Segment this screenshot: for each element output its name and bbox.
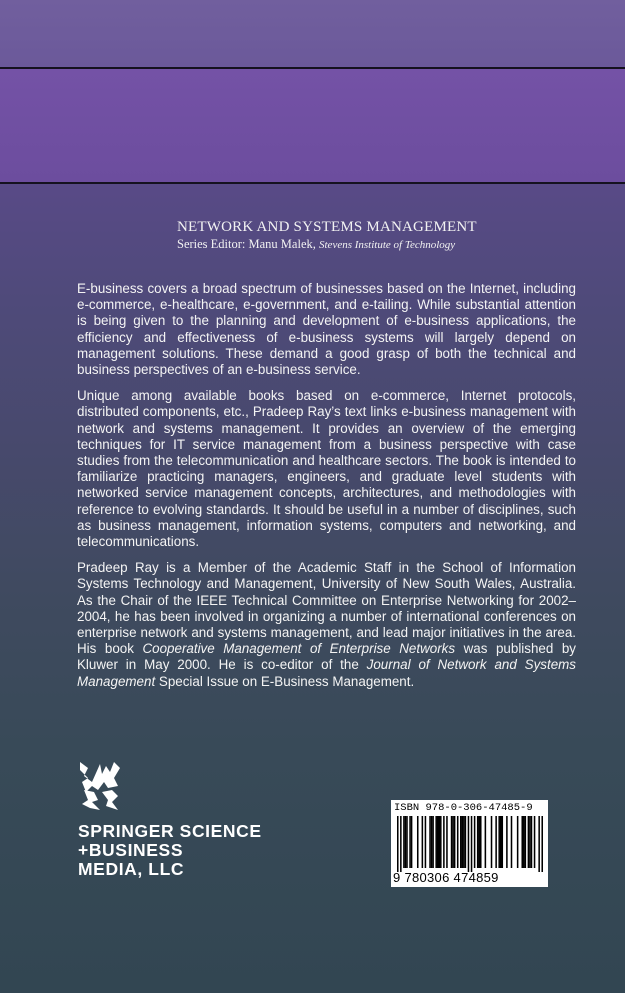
- top-color-band: [0, 0, 625, 67]
- barcode-bar: [502, 816, 504, 868]
- barcode-bar: [431, 816, 433, 868]
- paragraph-author-bio: [77, 560, 576, 690]
- barcode-bar: [417, 816, 419, 868]
- barcode-bar: [523, 816, 525, 868]
- publisher-line-2: +BUSINESS: [78, 840, 184, 860]
- barcode-bar: [405, 816, 407, 868]
- series-title: NETWORK AND SYSTEMS MANAGEMENT: [177, 219, 477, 235]
- barcode-bar: [495, 816, 497, 868]
- barcode-bar: [468, 816, 470, 872]
- barcode-bar: [409, 816, 411, 868]
- barcode-bar: [403, 816, 405, 868]
- series-editor: [177, 236, 617, 253]
- author-bio-part-3: Special Issue on E-Business Management.: [155, 673, 415, 689]
- author-bio-part-1: Pradeep Ray is a Member of the Academic Staff in the School of Information Systems Technology and Management, University of New South Wales, Australia. As the Chair of the IEEE Technical Committee on Enterprise Networking for 2002–2004, he has been involved in organizing a number of international conferences on enterprise network and systems management, and lead major initiatives in the area. His book: [77, 560, 576, 657]
- bottom-divider-rule: [0, 182, 625, 184]
- barcode-bar: [451, 816, 453, 868]
- barcode-bar: [517, 816, 519, 868]
- barcode-bar: [471, 816, 473, 872]
- barcode-bar: [534, 816, 536, 868]
- barcode-bar: [437, 816, 439, 868]
- barcode-bar: [480, 816, 482, 868]
- barcode-bar: [438, 816, 440, 868]
- isbn-barcode: [391, 800, 548, 887]
- paragraph-book-description: Unique among available books based on e-commerce, Internet protocols, distributed components, etc., Pradeep Ray’s text links e-business management with network and systems management. It provides an overview of the emerging techniques for IT service management from a business perspective with case studies from the telecommunication and healthcare sectors. The book is intended to familiarize practicing managers, engineers, and graduate level students with networked service management concepts, architectures, and methodologies with reference to evolving standards. It should be useful in a number of disciplines, such as business management, information systems, computers and networking, and telecommunications.: [77, 388, 576, 550]
- series-editor-label: Series Editor: Manu Malek,: [177, 237, 316, 251]
- barcode-bar: [465, 816, 467, 868]
- barcode-bar: [511, 816, 513, 868]
- barcode-bar: [406, 816, 408, 868]
- barcode-bar: [500, 816, 502, 868]
- barcode-bars: [397, 816, 543, 872]
- barcode-bar: [506, 816, 508, 868]
- barcode-bar: [531, 816, 533, 868]
- barcode-bar: [432, 816, 434, 868]
- back-cover-text: [77, 281, 576, 700]
- barcode-bar: [521, 816, 523, 868]
- barcode-bar: [491, 816, 493, 868]
- barcode-bar: [411, 816, 413, 868]
- barcode-bar: [528, 816, 530, 868]
- publisher-line-1: SPRINGER SCIENCE: [78, 821, 262, 841]
- springer-horse-icon: [78, 760, 122, 812]
- isbn-label: ISBN 978-0-306-47485-9: [394, 802, 533, 814]
- barcode-bar: [460, 816, 462, 868]
- paragraph-overview: E-business covers a broad spectrum of businesses based on the Internet, including e-commerce, e-healthcare, e-government, and e-tailing. While substantial attention is being given to the planning and development of e-business applications, the efficiency and effectiveness of e-business systems will largely depend on management solutions. These demand a good grasp of both the technical and business perspectives of an e-business service.: [77, 281, 576, 378]
- barcode-bar: [477, 816, 479, 868]
- author-bio-part-2: was published by Kluwer in May 2000. He is co-editor of the: [77, 641, 576, 673]
- barcode-bar: [429, 816, 431, 868]
- barcode-bar: [397, 816, 399, 872]
- barcode-bar: [452, 816, 454, 868]
- middle-color-band: [0, 69, 625, 182]
- publisher-name: [78, 822, 262, 879]
- barcode-bar: [463, 816, 465, 868]
- barcode-bar: [462, 816, 464, 868]
- barcode-bar: [478, 816, 480, 868]
- series-header: [177, 218, 617, 253]
- barcode-bar: [440, 816, 442, 868]
- barcode-bar: [541, 816, 543, 872]
- barcode-bar: [538, 816, 540, 872]
- barcode-bar: [485, 816, 487, 868]
- barcode-bar: [474, 816, 476, 868]
- barcode-bar: [425, 816, 427, 868]
- barcode-bar: [454, 816, 456, 868]
- barcode-bar: [457, 816, 459, 868]
- barcode-bar: [525, 816, 527, 868]
- ean-digits: 9 780306 474859: [393, 870, 499, 885]
- barcode-bar: [422, 816, 424, 868]
- barcode-bar: [443, 816, 445, 868]
- barcode-bar: [498, 816, 500, 868]
- barcode-bar: [400, 816, 402, 872]
- previous-book-title: Cooperative Management of Enterprise Networks: [142, 641, 456, 657]
- barcode-bar: [529, 816, 531, 868]
- barcode-bar: [446, 816, 448, 868]
- barcode-bar: [435, 816, 437, 868]
- series-editor-affiliation: Stevens Institute of Technology: [319, 239, 456, 251]
- journal-title: Journal of Network and Systems Management: [77, 657, 577, 689]
- publisher-line-3: MEDIA, LLC: [78, 859, 185, 879]
